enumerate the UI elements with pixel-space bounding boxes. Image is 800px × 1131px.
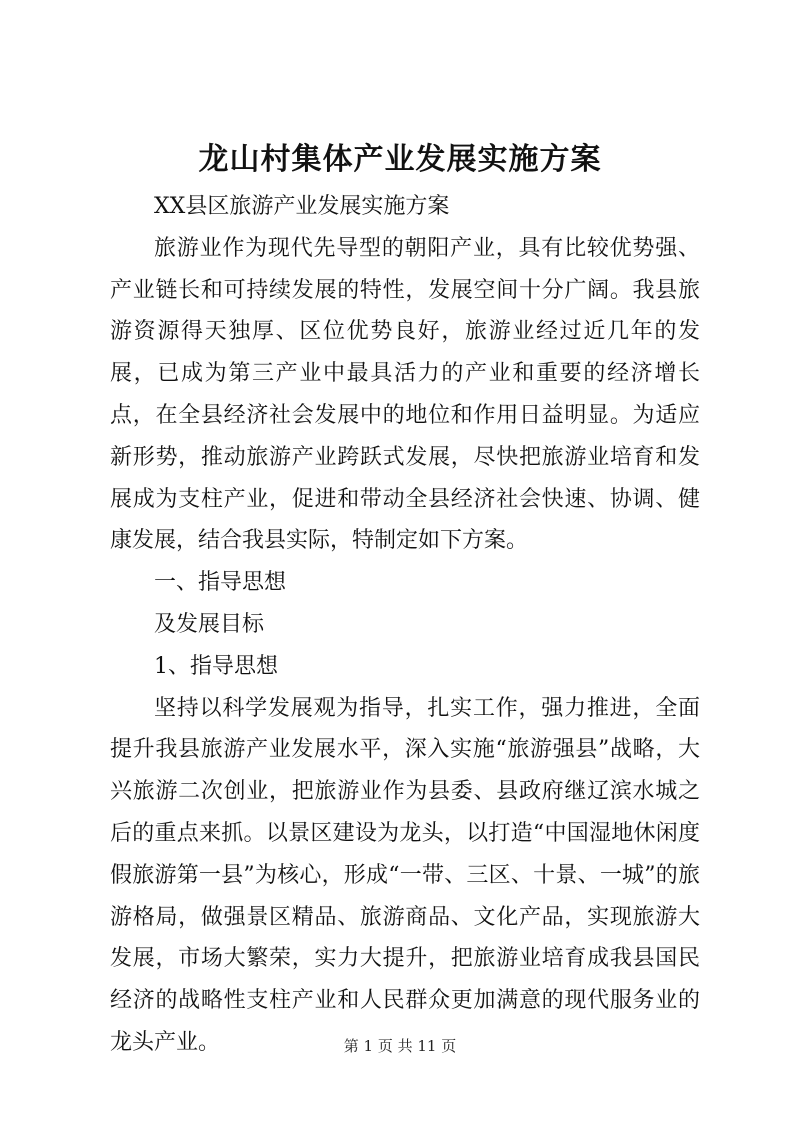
subsection-heading-guiding-ideology: 1、指导思想 [154,653,278,679]
section-heading-guiding-ideology: 一、指导思想 [154,570,287,596]
paragraph-subtitle: XX县区旅游产业发展实施方案 [154,194,450,219]
paragraph-intro: 旅游业作为现代先导型的朝阳产业，具有比较优势强、产业链长和可持续发展的特性，发展空间十分广阔。我县旅游资源得天独厚、区位优势良好，旅游业经过近几年的发展，已成为第三产业中最具活力的产业和重要的经济增长点，在全县经济社会发展中的地位和作用日益明显。为适应新形势，推动旅游产业跨跃式发展，尽快把旅游业培育和发展成为支柱产业，促进和带动全县经济社会快速、协调、健康发展，结合我县实际，特制定如下方案。 [110,235,700,554]
page-number-footer: 第 1 页 共 11 页 [343,1037,457,1055]
paragraph-guiding-ideology: 坚持以科学发展观为指导，扎实工作，强力推进，全面提升我县旅游产业发展水平，深入实施“旅游强县”战略，大兴旅游二次创业，把旅游业作为县委、县政府继辽滨水城之后的重点来抓。以景区建设为龙头，以打造“中国湿地休闲度假旅游第一县”为核心，形成“一带、三区、十景、一城”的旅游格局，做强景区精品、旅游商品、文化产品，实现旅游大发展，市场大繁荣，实力大提升，把旅游业培育成我县国民经济的战略性支柱产业和人民群众更加满意的现代服务业的龙头产业。 [110,695,700,1055]
document-body [110,186,700,1064]
document-title: 龙山村集体产业发展实施方案 [198,142,602,177]
section-heading-development-goals: 及发展目标 [154,611,265,637]
